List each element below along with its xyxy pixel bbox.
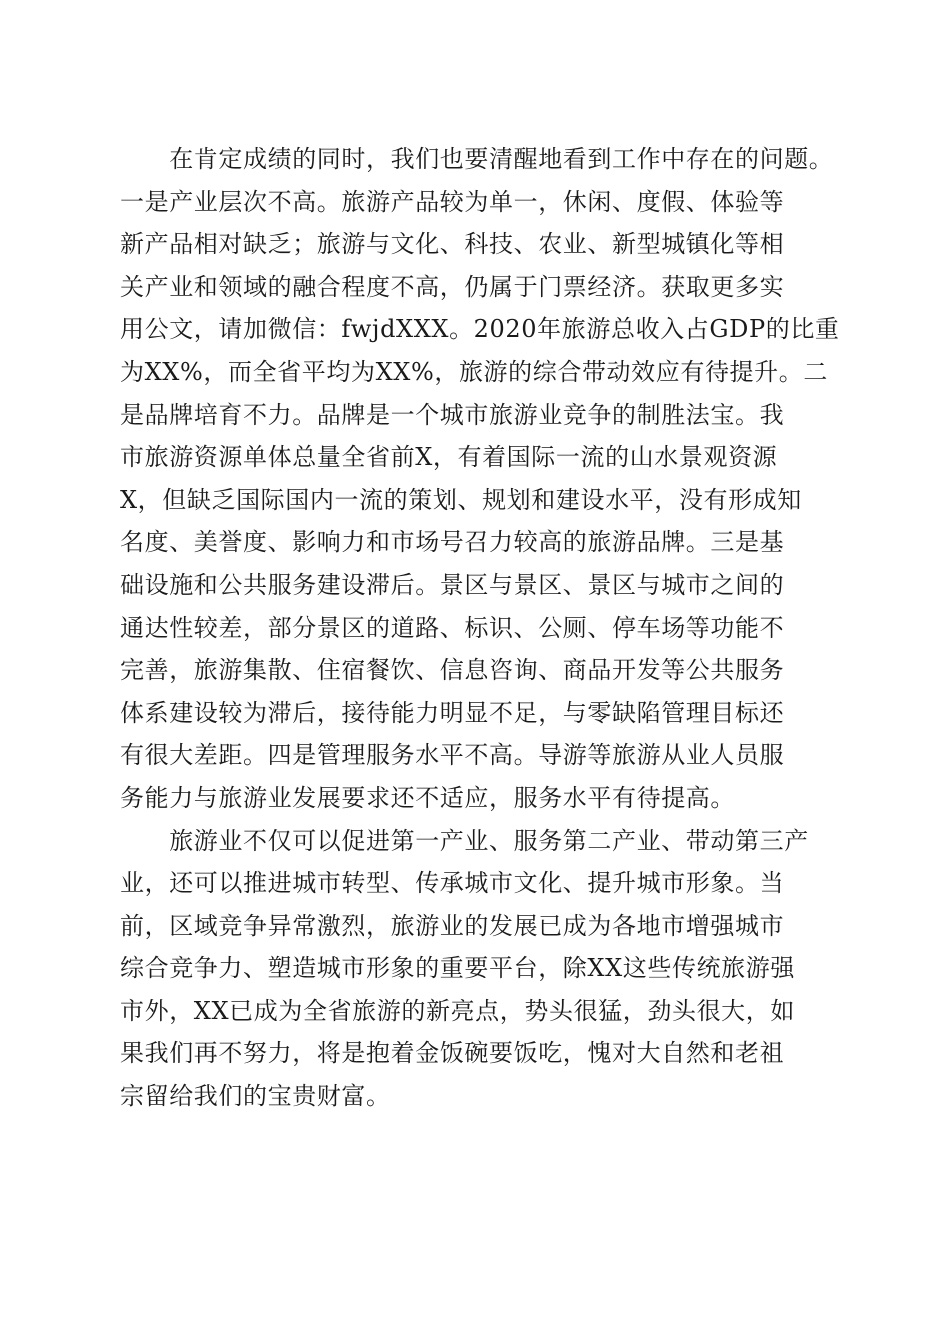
paragraph-line: 关产业和领域的融合程度不高，仍属于门票经济。获取更多实	[120, 272, 785, 301]
paragraph-line: 础设施和公共服务建设滞后。景区与景区、景区与城市之间的	[120, 570, 785, 599]
paragraph-line: 一是产业层次不高。旅游产品较为单一，休闲、度假、体验等	[120, 187, 785, 216]
paragraph-line: 宗留给我们的宝贵财富。	[120, 1082, 391, 1111]
paragraph-line: 体系建设较为滞后，接待能力明显不足，与零缺陷管理目标还	[120, 698, 785, 727]
paragraph-line: 名度、美誉度、影响力和市场号召力较高的旅游品牌。三是基	[120, 528, 785, 557]
paragraph-line: 是品牌培育不力。品牌是一个城市旅游业竞争的制胜法宝。我	[120, 400, 785, 429]
document-body	[120, 138, 840, 1118]
paragraph-line: 综合竞争力、塑造城市形象的重要平台，除XX这些传统旅游强	[120, 954, 795, 983]
paragraph-line: 有很大差距。四是管理服务水平不高。导游等旅游从业人员服	[120, 741, 785, 770]
paragraph-line: 果我们再不努力，将是抱着金饭碗要饭吃，愧对大自然和老祖	[120, 1039, 785, 1068]
paragraph-line: 务能力与旅游业发展要求还不适应，服务水平有待提高。	[120, 783, 735, 812]
paragraph-tourism-importance	[120, 820, 830, 1118]
paragraph-line: 市旅游资源单体总量全省前X，有着国际一流的山水景观资源	[120, 443, 778, 472]
paragraph-line: 市外，XX已成为全省旅游的新亮点，势头很猛，劲头很大，如	[120, 996, 795, 1025]
paragraph-line: 为XX%，而全省平均为XX%，旅游的综合带动效应有待提升。二	[120, 357, 828, 386]
paragraph-line: 业，还可以推进城市转型、传承城市文化、提升城市形象。当	[120, 869, 785, 898]
paragraph-problems	[120, 138, 840, 820]
paragraph-line: 前，区域竞争异常激烈，旅游业的发展已成为各地市增强城市	[120, 911, 785, 940]
paragraph-line: 旅游业不仅可以促进第一产业、服务第二产业、带动第三产	[120, 826, 809, 855]
paragraph-line: 在肯定成绩的同时，我们也要清醒地看到工作中存在的问题。	[120, 145, 834, 173]
paragraph-line: 用公文，请加微信：fwjdXXX。2020年旅游总收入占GDP的比重	[120, 315, 840, 344]
paragraph-line: X，但缺乏国际国内一流的策划、规划和建设水平，没有形成知	[120, 485, 802, 514]
paragraph-line: 新产品相对缺乏；旅游与文化、科技、农业、新型城镇化等相	[120, 230, 785, 259]
paragraph-line: 通达性较差，部分景区的道路、标识、公厕、停车场等功能不	[120, 613, 785, 642]
paragraph-line: 完善，旅游集散、住宿餐饮、信息咨询、商品开发等公共服务	[120, 656, 785, 685]
